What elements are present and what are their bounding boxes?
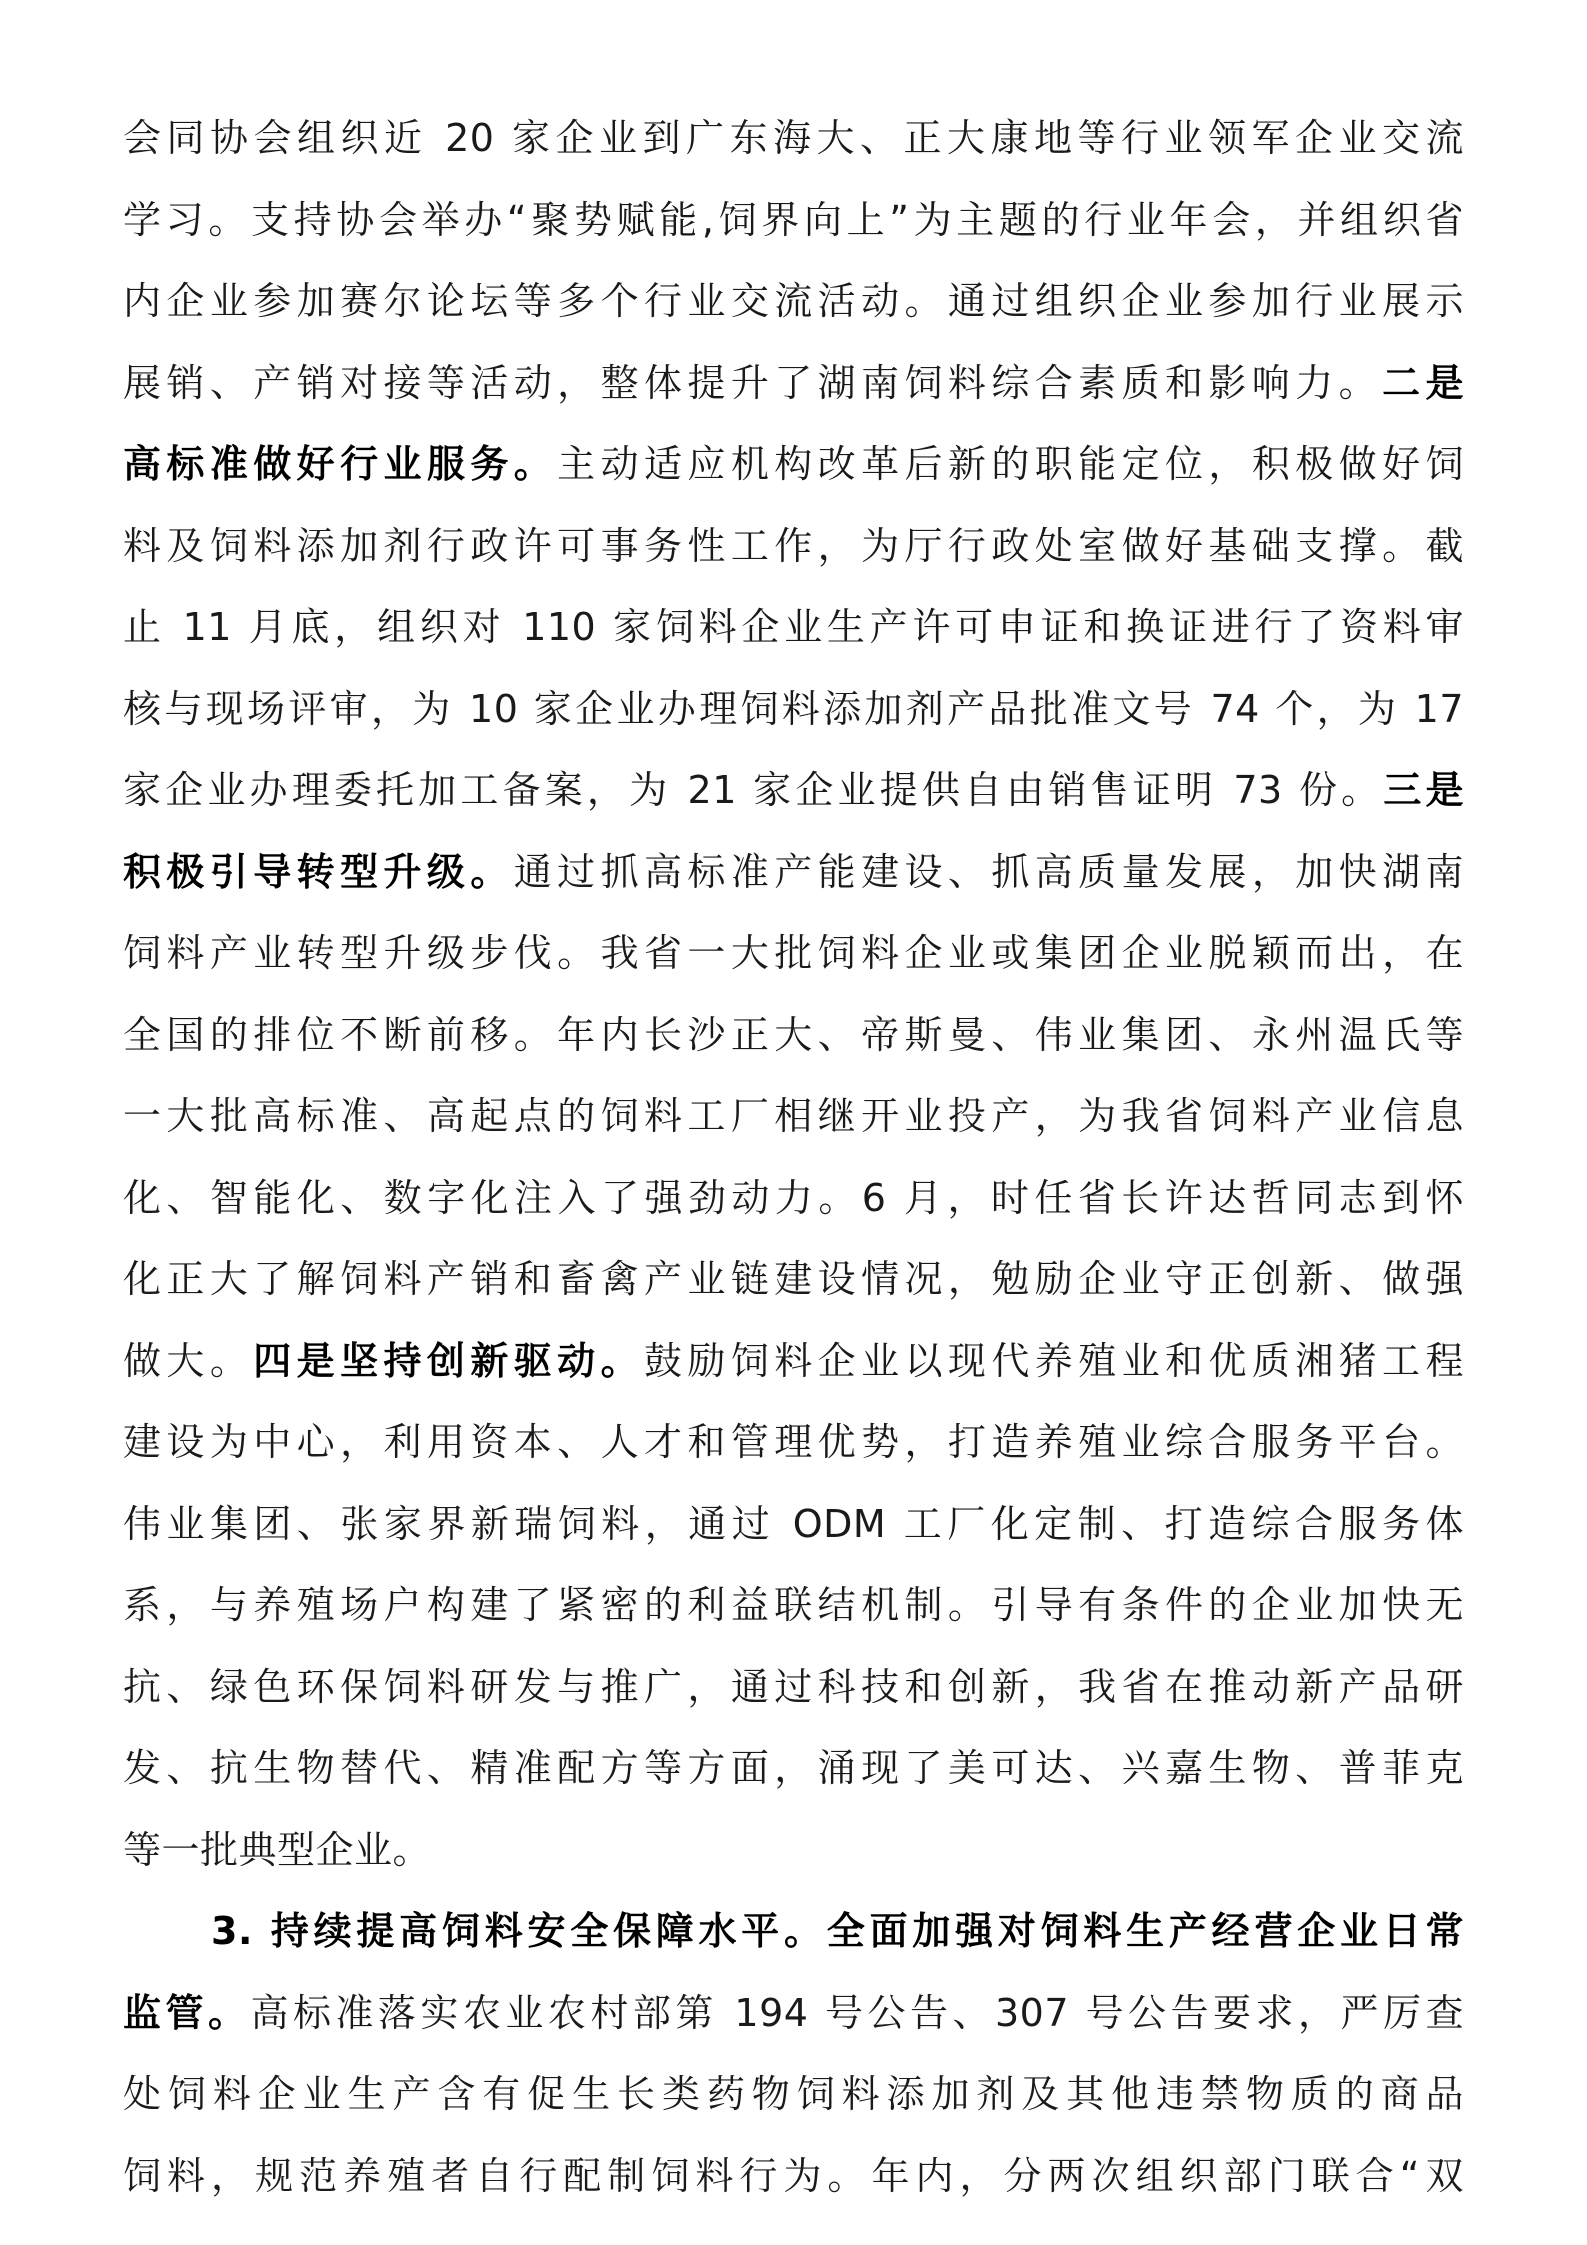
bold-heading-run: 积极引导转型升级。 [123, 849, 514, 894]
text-run: 家企业办理委托加工备案，为 21 家企业提供自由销售证明 73 份。 [123, 768, 1384, 812]
text-line [123, 424, 1464, 506]
text-run: 主动适应机构改革后新的职能定位，积极做好饲 [557, 442, 1464, 486]
text-line [123, 1973, 1464, 2055]
text-line [123, 587, 1464, 669]
text-run: 系，与养殖场户构建了紧密的利益联结机制。引导有条件的企业加快无 [123, 1583, 1464, 1627]
text-line [123, 343, 1464, 425]
bold-heading-run: 三是 [1383, 768, 1464, 812]
text-line [123, 261, 1464, 343]
text-run: 全国的排位不断前移。年内长沙正大、帝斯曼、伟业集团、永州温氏等 [123, 1012, 1464, 1057]
text-run: 高标准落实农业农村部第 194 号公告、307 号公告要求，严厉查 [250, 1990, 1464, 2035]
bold-heading-run: 四是坚持创新驱动。 [253, 1338, 644, 1383]
text-line [123, 913, 1464, 995]
text-run: 化正大了解饲料产销和畜禽产业链建设情况，勉励企业守正创新、做强 [123, 1257, 1464, 1301]
text-run: 做大。 [123, 1338, 254, 1383]
text-line [123, 98, 1464, 180]
text-line [123, 832, 1464, 914]
section-heading-line [211, 1891, 1464, 1973]
text-run: 内企业参加赛尔论坛等多个行业交流活动。通过组织企业参加行业展示 [123, 279, 1464, 323]
bold-heading-run: 3. 持续提高饲料安全保障水平。全面加强对饲料生产经营企业日常 [211, 1909, 1464, 1953]
text-line [123, 995, 1464, 1077]
text-line [123, 1158, 1464, 1240]
text-line [123, 1728, 1464, 1810]
bold-heading-run: 二是 [1382, 360, 1464, 405]
text-run: 抗、绿色环保饲料研发与推广，通过科技和创新，我省在推动新产品研 [123, 1664, 1464, 1709]
text-run: 化、智能化、数字化注入了强劲动力。6 月，时任省长许达哲同志到怀 [123, 1175, 1464, 1220]
text-run: 止 11 月底，组织对 110 家饲料企业生产许可申证和换证进行了资料审 [123, 605, 1464, 649]
text-run: 伟业集团、张家界新瑞饲料，通过 ODM 工厂化定制、打造综合服务体 [123, 1501, 1464, 1546]
text-run: 鼓励饲料企业以现代养殖业和优质湘猪工程 [644, 1338, 1464, 1383]
text-line [123, 1239, 1464, 1321]
text-line [123, 1810, 1464, 1892]
text-run: 核与现场评审，为 10 家企业办理饲料添加剂产品批准文号 74 个，为 17 [123, 686, 1464, 731]
text-line [123, 2136, 1464, 2218]
text-run: 展销、产销对接等活动，整体提升了湖南饲料综合素质和影响力。 [123, 360, 1383, 405]
text-line [123, 1565, 1464, 1647]
text-run: 会同协会组织近 20 家企业到广东海大、正大康地等行业领军企业交流 [123, 116, 1464, 160]
text-run: 饲料产业转型升级步伐。我省一大批饲料企业或集团企业脱颖而出，在 [123, 931, 1464, 975]
bold-heading-run: 高标准做好行业服务。 [123, 442, 558, 486]
text-line [123, 1076, 1464, 1158]
bold-heading-run: 监管。 [123, 1990, 251, 2035]
text-line [123, 1402, 1464, 1484]
text-line [123, 2054, 1464, 2136]
text-run: 料及饲料添加剂行政许可事务性工作，为厅行政处室做好基础支撑。截 [123, 523, 1464, 568]
text-run: 处饲料企业生产含有促生长类药物饲料添加剂及其他违禁物质的商品 [123, 2072, 1464, 2116]
text-run: 等一批典型企业。 [123, 1827, 432, 1872]
text-run: 通过抓高标准产能建设、抓高质量发展，加快湖南 [513, 849, 1464, 894]
text-run: 发、抗生物替代、精准配方等方面，涌现了美可达、兴嘉生物、普菲克 [123, 1746, 1464, 1790]
text-line [123, 669, 1464, 751]
text-line [123, 1321, 1464, 1403]
text-run: 饲料，规范养殖者自行配制饲料行为。年内，分两次组织部门联合“双 [123, 2153, 1464, 2198]
text-line [123, 1647, 1464, 1729]
text-line [123, 750, 1464, 832]
text-line [123, 180, 1464, 262]
text-run: 建设为中心，利用资本、人才和管理优势，打造养殖业综合服务平台。 [123, 1420, 1464, 1464]
text-run: 一大批高标准、高起点的饲料工厂相继开业投产，为我省饲料产业信息 [123, 1094, 1464, 1138]
text-line [123, 1484, 1464, 1566]
text-run: 学习。支持协会举办“聚势赋能,饲界向上”为主题的行业年会，并组织省 [123, 197, 1464, 242]
text-line [123, 506, 1464, 588]
